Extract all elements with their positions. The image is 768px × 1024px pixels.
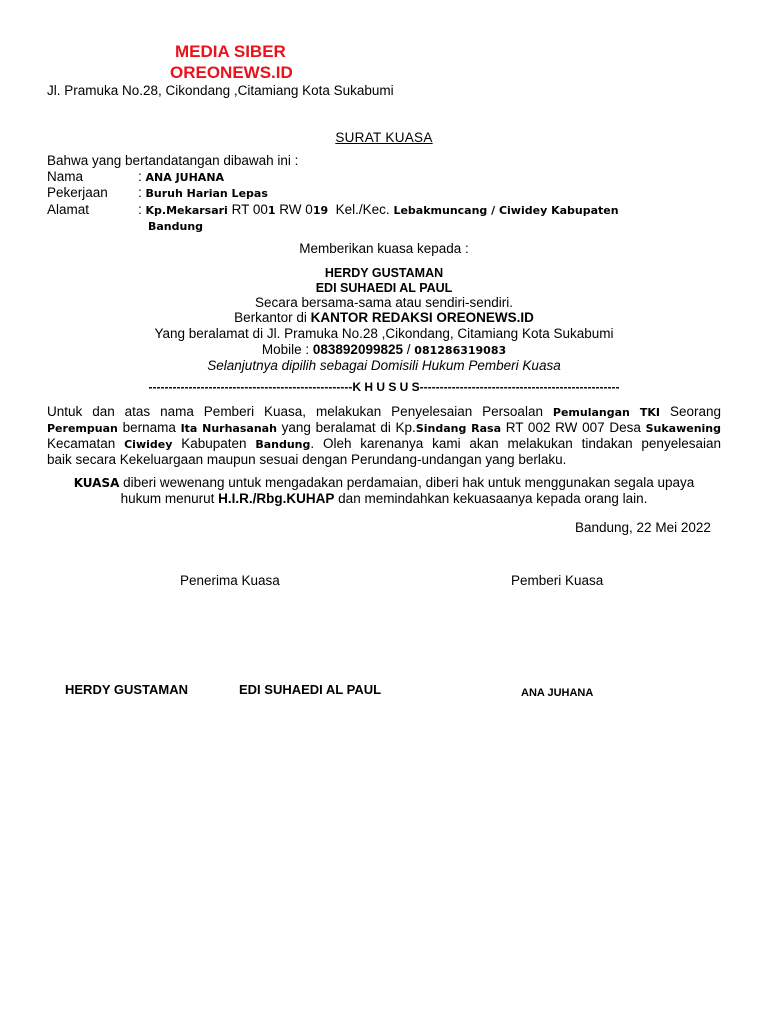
receiver-label: Penerima Kuasa — [180, 573, 280, 588]
body-line-1: Untuk dan atas nama Pemberi Kuasa, melakukan Penyelesaian Persoalan Pemulangan TKI Seorang — [47, 404, 721, 419]
intro-text: Bahwa yang bertandatangan dibawah ini : — [47, 153, 299, 168]
place-date: Bandung, 22 Mei 2022 — [575, 520, 711, 535]
giver-name: ANA JUHANA — [521, 687, 594, 699]
receiver-name-2: EDI SUHAEDI AL PAUL — [239, 682, 382, 697]
kuasa-line-1: KUASA diberi wewenang untuk mengadakan perdamaian, diberi hak untuk menggunakan segala upaya — [73, 475, 695, 490]
job-value: : Buruh Harian Lepas — [138, 185, 268, 200]
mobile-line: Mobile : 083892099825 / 081286319083 — [261, 342, 507, 357]
publisher-address: Jl. Pramuka No.28, Cikondang ,Citamiang Kota Sukabumi — [47, 83, 394, 98]
document-title: SURAT KUASA — [335, 130, 433, 145]
giver-label: Pemberi Kuasa — [511, 573, 604, 588]
grant-intro: Memberikan kuasa kepada : — [299, 241, 469, 256]
name-label: Nama — [47, 169, 84, 184]
body-line-3: Kecamatan Ciwidey Kabupaten Bandung. Oleh karenanya kami akan melakukan tindakan penyelesaian — [47, 436, 721, 451]
office-line: Berkantor di KANTOR REDAKSI OREONEWS.ID — [234, 310, 534, 325]
body-line-2: Perempuan bernama Ita Nurhasanah yang beralamat di Kp.Sindang Rasa RT 002 RW 007 Desa Sukawening — [47, 420, 721, 435]
attorney-2: EDI SUHAEDI AL PAUL — [315, 281, 453, 295]
receiver-name-1: HERDY GUSTAMAN — [65, 682, 189, 697]
kuasa-line-2: hukum menurut H.I.R./Rbg.KUHAP dan memindahkan kekuasaanya kepada orang lain. — [120, 491, 648, 506]
publisher-name: MEDIA SIBER — [175, 42, 286, 61]
domicile-text: Selanjutnya dipilih sebagai Domisili Hukum Pemberi Kuasa — [207, 358, 561, 373]
office-address: Yang beralamat di Jl. Pramuka No.28 ,Cikondang, Citamiang Kota Sukabumi — [154, 326, 614, 341]
body-line-4: baik secara Kekeluargaan maupun sesuai dengan Perundang-undangan yang berlaku. — [47, 452, 567, 467]
publisher-site: OREONEWS.ID — [170, 63, 293, 82]
jointly-text: Secara bersama-sama atau sendiri-sendiri. — [254, 295, 514, 310]
khusus-divider: ---------------------------------------------------K H U S U S-------------------------------------------------- — [148, 380, 620, 394]
address-value-cont: Bandung — [148, 220, 204, 233]
name-value: : ANA JUHANA — [138, 169, 225, 184]
address-value: : Kp.Mekarsari RT 001 RW 019 Kel./Kec. Lebakmuncang / Ciwidey Kabupaten — [138, 202, 619, 217]
job-label: Pekerjaan — [47, 185, 108, 200]
address-label: Alamat — [47, 202, 90, 217]
attorney-1: HERDY GUSTAMAN — [324, 266, 444, 280]
